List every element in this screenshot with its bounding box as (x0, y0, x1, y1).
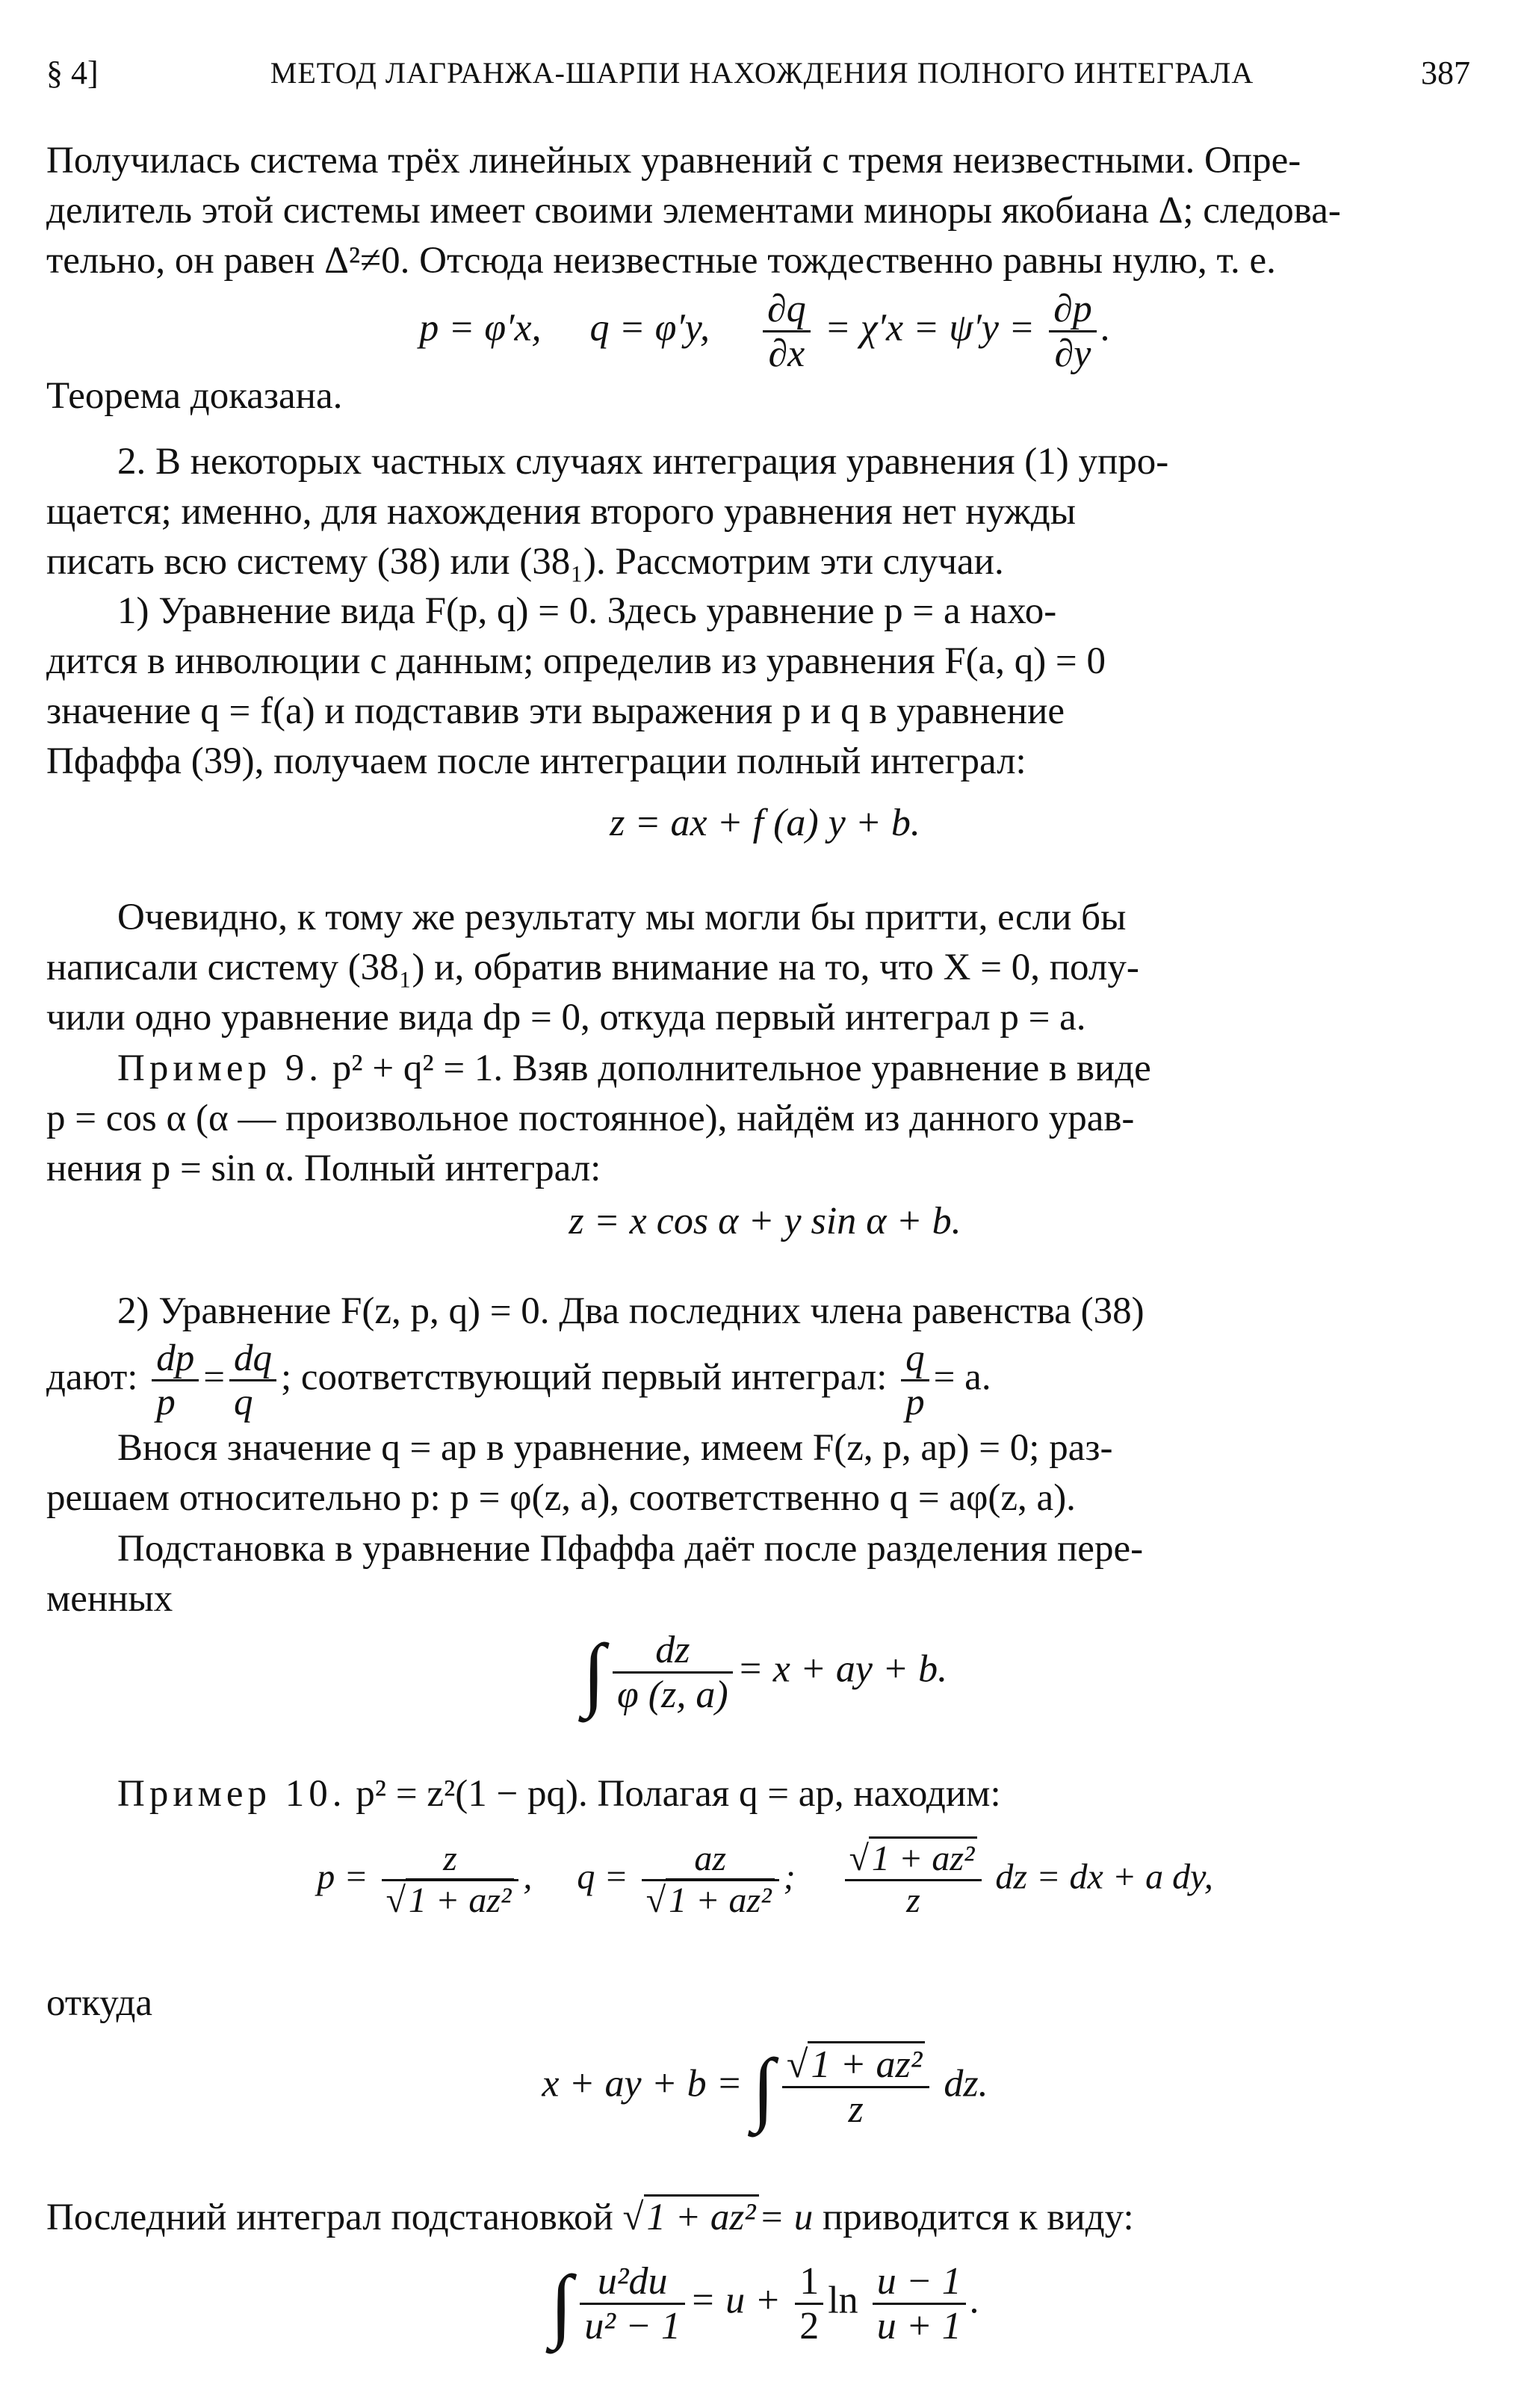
text-line: тельно, он равен Δ²≠0. Отсюда неизвестные тождественно равны нулю, т. е. (46, 240, 1276, 282)
text-line: 2) Уравнение F(z, p, q) = 0. Два последних члена равенства (38) (117, 1290, 1145, 1332)
text-line: Пример 9. p² + q² = 1. Взяв дополнительное уравнение в виде (117, 1047, 1151, 1089)
text-line: Пфаффа (39), получаем после интеграции полный интеграл: (46, 740, 1026, 782)
integral-sign: ∫ (550, 2258, 573, 2350)
eq-part: p = φ′x, (419, 306, 542, 350)
text-line: Пример 10. p² = z²(1 − pq). Полагая q = ap, находим: (117, 1773, 1001, 1815)
fraction: $\frac{q}{p}$ (901, 1337, 929, 1423)
text-line: щается; именно, для нахождения второго уравнения нет нужды (46, 491, 1076, 533)
integral-sign: ∫ (582, 1627, 606, 1718)
example-label: Пример 10. (117, 1773, 347, 1815)
fraction: $\frac{dz}{\varphi (z, a)}$ (613, 1629, 733, 1716)
example-label: Пример 9. (117, 1047, 323, 1089)
text-line: 2. В некоторых частных случаях интеграция уравнения (1) упро- (117, 441, 1169, 483)
equation-final: ∫ $\frac{\text{u²du}}{\text{u² − 1}}$ = u + $\frac{1}{2}$ ln $\frac{u - 1}{u + 1}$ . (550, 2258, 980, 2350)
fraction: $\frac{dq}{q}$ (229, 1337, 276, 1423)
equation-complete-integral-2: z = x cos α + y sin α + b. (569, 1200, 961, 1242)
paragraph-case-2-fractions: дают: $\frac{dp}{p}$ = $\frac{dq}{q}$ ; соответствующий первый интеграл: $\frac{q}{p}$ = a. (46, 1337, 991, 1424)
text-line: дится в инволюции с данным; определив из уравнения F(a, q) = 0 (46, 640, 1106, 682)
text-line: писать всю систему (38) или (38₁). Рассмотрим эти случаи. (46, 541, 1004, 583)
text-line: Внося значение q = ap в уравнение, имеем F(z, p, ap) = 0; раз- (117, 1427, 1113, 1469)
paragraph-obviously (46, 893, 1484, 1043)
example-10 (46, 1769, 1484, 1819)
text-line: Последний интеграл подстановкой √1 + az²= u приводится к виду: (46, 2193, 1484, 2243)
equation-example-10: p = $\frac{z}{\text{√1 + az²}}$ , q = $\frac{az}{\text{√1 + az²}}$ ; $\frac{\text{√1 + az²}}{z}$ dz = dx + a dy, (0, 1839, 1530, 1921)
whence: откуда (46, 1982, 153, 2024)
text-line: менных (46, 1578, 173, 1620)
eq-part: = χ′x = ψ′y = (824, 306, 1035, 350)
fraction: $\frac{\text{u²du}}{\text{u² − 1}}$ (580, 2260, 685, 2347)
fraction: $\frac{z}{\text{√1 + az²}}$ (382, 1839, 519, 1921)
text-line: Подстановка в уравнение Пфаффа даёт после разделения пере- (117, 1528, 1144, 1570)
fraction: $\frac{dp}{p}$ (152, 1337, 199, 1423)
text-line: написали систему (38₁) и, обратив внимание на то, что X = 0, полу- (46, 947, 1139, 988)
fraction: $\frac{\text{√1 + az²}}{z}$ (782, 2043, 929, 2131)
equation-derivatives: p = φ′x, q = φ′y, $\frac{\partial q}{\partial x}$ = χ′x = ψ′y = $\frac{\partial p}{\partial y}$ . (419, 288, 1111, 376)
text-line: Получилась система трёх линейных уравнений с тремя неизвестными. Опре- (46, 140, 1301, 182)
fraction: $\frac{1}{2}$ (795, 2260, 823, 2347)
equation-complete-integral-1: z = ax + f (a) y + b. (610, 802, 920, 844)
equation-separated-integral: ∫ $\frac{dz}{\varphi (z, a)}$ = x + ay + b. (582, 1627, 948, 1718)
text-line: чили одно уравнение вида dp = 0, откуда первый интеграл p = a. (46, 997, 1086, 1039)
eq-part: q = φ′y, (589, 306, 710, 350)
example-9 (46, 1044, 1484, 1194)
paragraph-substitution (46, 1423, 1484, 1523)
text-line: нения p = sin α. Полный интеграл: (46, 1148, 601, 1189)
paragraph-determinant (46, 136, 1484, 286)
equation-x-integral: x + ay + b = ∫ $\frac{\text{√1 + az²}}{z}$ dz. (542, 2041, 988, 2133)
paragraph-special-cases (46, 437, 1484, 587)
integral-sign: ∫ (752, 2041, 775, 2133)
paragraph-case-1 (46, 586, 1484, 787)
text-line: значение q = f(a) и подставив эти выражения p и q в уравнение (46, 690, 1065, 732)
paragraph-case-2 (46, 1287, 1484, 1337)
fraction: $\frac{az}{\text{√1 + az²}}$ (642, 1839, 779, 1921)
theorem-proved: Теорема доказана. (46, 375, 343, 417)
paragraph-pfaff (46, 1524, 1484, 1624)
text-line: p = cos α (α — произвольное постоянное), найдём из данного урав- (46, 1098, 1135, 1139)
text-line: 1) Уравнение вида F(p, q) = 0. Здесь уравнение p = a нахо- (117, 590, 1057, 632)
fraction: $\frac{\partial p}{\partial y}$ (1049, 288, 1097, 375)
paragraph-last-integral (46, 2193, 1484, 2243)
fraction: $\frac{u - 1}{u + 1}$ (873, 2260, 966, 2347)
header-title: МЕТОД ЛАГРАНЖА-ШАРПИ НАХОЖДЕНИЯ ПОЛНОГО ИНТЕГРАЛА (270, 56, 1254, 90)
text-line: Очевидно, к тому же результату мы могли бы притти, если бы (117, 897, 1127, 938)
fraction: $\frac{\partial q}{\partial x}$ (763, 288, 811, 375)
text-line: делитель этой системы имеет своими элементами миноры якобиана Δ; следова- (46, 190, 1341, 232)
header-section-number: § 4] (46, 55, 99, 91)
page-number: 387 (1421, 55, 1470, 91)
text-line: решаем относительно p: p = φ(z, a), соответственно q = aφ(z, a). (46, 1477, 1076, 1519)
fraction: $\frac{\text{√1 + az²}}{z}$ (845, 1839, 982, 1921)
